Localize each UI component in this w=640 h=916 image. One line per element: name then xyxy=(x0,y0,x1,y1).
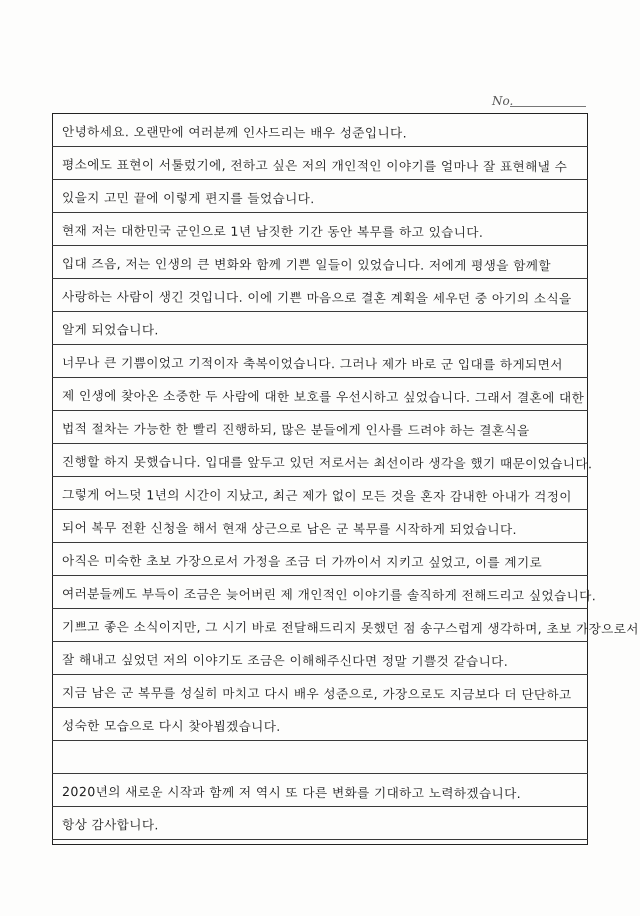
letter-line-1 xyxy=(52,114,588,147)
letter-line-20 xyxy=(52,741,588,774)
page-number-label: No. xyxy=(492,94,514,108)
letter-line-13 xyxy=(52,510,588,543)
letter-line-text: 너무나 큰 기쁨이었고 기적이자 축복이었습니다. 그러나 제가 바로 군 입대를 하게되면서 xyxy=(62,355,563,373)
letter-line-text: 아직은 미숙한 초보 가장으로서 가정을 조금 더 가까이서 지키고 싶었고, 이를 계기로 xyxy=(62,553,543,571)
letter-line-3 xyxy=(52,180,588,213)
letter-line-15 xyxy=(52,576,597,609)
letter-line-text: 진행할 하지 못했습니다. 입대를 앞두고 있던 저로서는 최선이라 생각을 했기 때문이었습니다. xyxy=(62,454,593,472)
letter-line-text: 현재 저는 대한민국 군인으로 1년 남짓한 기간 동안 복무를 하고 있습니다. xyxy=(62,223,484,240)
letter-line-text: 있을지 고민 끝에 이렇게 편지를 들었습니다. xyxy=(62,190,315,207)
letter-line-text: 잘 해내고 싶었던 저의 이야기도 조금은 이해해주신다면 정말 기쁠것 같습니다. xyxy=(62,652,509,669)
letter-line-11 xyxy=(52,444,593,477)
letter-line-text: 제 인생에 찾아온 소중한 두 사람에 대한 보호를 우선시하고 싶었습니다. 그래서 결혼에 대한 xyxy=(62,388,585,406)
letter-line-16 xyxy=(52,609,639,642)
letter-line-14 xyxy=(52,543,588,576)
letter-line-18 xyxy=(52,675,588,708)
letter-line-10 xyxy=(52,411,588,444)
letter-line-2 xyxy=(52,147,588,180)
letter-line-text: 알게 되었습니다. xyxy=(62,322,159,338)
letter-line-12 xyxy=(52,477,588,510)
letter-line-4 xyxy=(52,213,588,246)
letter-line-text: 평소에도 표현이 서툴렀기에, 전하고 싶은 저의 개인적인 이야기를 얼마나 잘 표현해낼 수 xyxy=(62,157,568,175)
letter-line-text: 그렇게 어느덧 1년의 시간이 지났고, 최근 제가 없이 모든 것을 혼자 감내한 아내가 걱정이 xyxy=(62,487,572,505)
letter-line-text: 지금 남은 군 복무를 성실히 마치고 다시 배우 성준으로, 가장으로도 지금보다 더 단단하고 xyxy=(62,685,572,703)
letter-line-8 xyxy=(52,345,588,378)
letter-line-text: 사랑하는 사람이 생긴 것입니다. 이에 기쁜 마음으로 결혼 계획을 세우던 중 아기의 소식을 xyxy=(62,289,572,307)
letter-line-text: 항상 감사합니다. xyxy=(62,817,159,833)
letter-line-6 xyxy=(52,279,588,312)
letter-line-text: 2020년의 새로운 시작과 함께 저 역시 또 다른 변화를 기대하고 노력하겠습니다. xyxy=(62,784,522,802)
letter-line-7 xyxy=(52,312,588,345)
letter-line-text: 되어 복무 전환 신청을 해서 현재 상근으로 남은 군 복무를 시작하게 되었습니다. xyxy=(62,520,518,537)
page-number-line xyxy=(510,106,586,107)
letter-line-17 xyxy=(52,642,588,675)
letter-line-21 xyxy=(52,774,588,807)
letter-line-19 xyxy=(52,708,588,741)
letter-line-text xyxy=(62,767,580,769)
letter-line-22 xyxy=(52,807,588,840)
letter-line-text: 안녕하세요. 오랜만에 여러분께 인사드리는 배우 성준입니다. xyxy=(62,124,408,141)
letter-line-5 xyxy=(52,246,588,279)
letter-line-9 xyxy=(52,378,588,411)
letter-line-text: 법적 절차는 가능한 한 빨리 진행하되, 많은 분들에게 인사를 드려야 하는 결혼식을 xyxy=(62,421,530,439)
letter-line-text: 여러분들께도 부득이 조금은 늦어버린 제 개인적인 이야기를 솔직하게 전해드리고 싶었습니다. xyxy=(62,586,597,604)
letter-line-text: 입대 즈음, 저는 인생의 큰 변화와 함께 기쁜 일들이 있었습니다. 저에게 평생을 함께할 xyxy=(62,256,551,274)
letter-line-text: 기쁘고 좋은 소식이지만, 그 시기 바로 전달해드리지 못했던 점 송구스럽게 생각하며, 초보 가장으로서 xyxy=(62,619,639,637)
letter-line-text: 성숙한 모습으로 다시 찾아뵙겠습니다. xyxy=(62,718,281,734)
